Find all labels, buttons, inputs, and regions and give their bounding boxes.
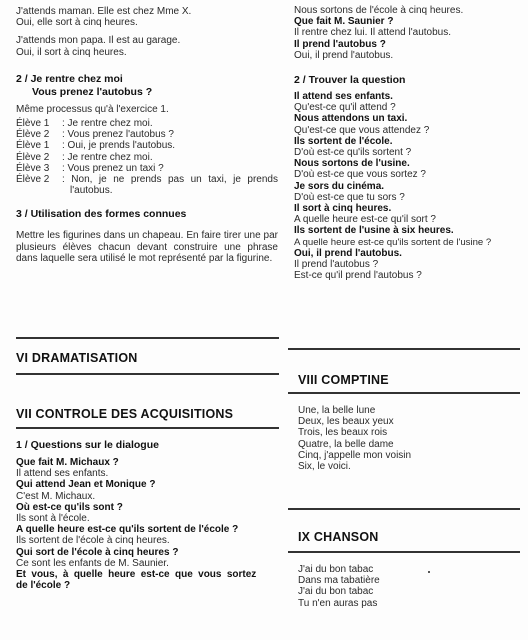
part-7-title: VII CONTROLE DES ACQUISITIONS	[16, 407, 234, 421]
section-3-paragraph: Mettre les figurines dans un chapeau. En faire tirer une par plusieurs élèves chacun devant construire une phrase dans laquelle sera utilisé le mot représenté par la figurine.	[16, 230, 278, 265]
song-line: J'ai du bon tabac	[298, 564, 374, 575]
poem-line: Six, le voici.	[298, 461, 351, 473]
speaker: Élève 1	[16, 118, 50, 130]
speaker: Élève 2	[16, 151, 50, 163]
speaker: Élève 3	[16, 162, 50, 174]
rule-part-9-bottom	[288, 551, 520, 553]
exchange-row	[16, 140, 278, 151]
question: D'où est-ce que tu sors ?	[294, 191, 405, 203]
statement: Il sort à cinq heures.	[294, 203, 392, 215]
part-7-content	[16, 439, 284, 591]
section-2-subtitle: Vous prenez l'autobus ?	[32, 85, 153, 98]
poem-line: Cinq, j'appelle mon voisin	[298, 449, 412, 461]
rule-part-6	[16, 337, 279, 339]
question: Il prend l'autobus ?	[294, 259, 379, 271]
right-column	[294, 0, 520, 281]
utterance: : Je rentre chez moi.	[62, 118, 153, 130]
section-2-intro: Même processus qu'à l'exercice 1.	[16, 103, 169, 115]
answer: Ils sortent de l'école à cinq heures.	[16, 535, 170, 547]
statement: Nous attendons un taxi.	[294, 113, 408, 125]
intro-line: J'attends maman. Elle est chez Mme X.	[16, 6, 192, 17]
utterance: : Non, je ne prends pas un taxi, je prends l'autobus.	[62, 174, 278, 197]
statement: Il attend ses enfants.	[294, 91, 393, 103]
rule-part-7	[16, 427, 279, 429]
speaker: Élève 2	[16, 174, 50, 186]
question: Qu'est-ce qu'il attend ?	[294, 102, 396, 114]
part-7-subtitle: 1 / Questions sur le dialogue	[16, 439, 159, 451]
answer: C'est M. Michaux.	[16, 490, 96, 502]
poem-line: Une, la belle lune	[298, 405, 376, 416]
chanson	[298, 564, 518, 609]
exchange-row	[16, 152, 278, 163]
intro-line: Oui, il sort à cinq heures.	[16, 46, 127, 58]
answer: Il rentre chez lui. Il attend l'autobus.	[294, 27, 451, 39]
song-line: J'ai du bon tabac	[298, 586, 374, 598]
utterance: : Vous prenez l'autobus ?	[62, 129, 174, 141]
trouver-title: 2 / Trouver la question	[294, 74, 406, 87]
exchange-row	[16, 174, 278, 196]
song-line: Tu n'en auras pas	[298, 597, 378, 609]
intro-line: Oui, elle sort à cinq heures.	[16, 17, 138, 29]
section-3-title: 3 / Utilisation des formes connues	[16, 208, 187, 221]
exchange-row	[16, 163, 278, 174]
question: de l'école ?	[16, 580, 71, 592]
rule-part-6-bottom	[16, 373, 279, 375]
left-column	[16, 0, 278, 265]
part-6-title: VI DRAMATISATION	[16, 351, 138, 365]
question: Et vous, à quelle heure est-ce que vous sortez	[16, 569, 257, 581]
rule-part-8-bottom	[288, 392, 520, 394]
question: Qui attend Jean et Monique ?	[16, 479, 156, 491]
statement: Nous sortons de l'usine.	[294, 158, 410, 170]
question: Que fait M. Michaux ?	[16, 457, 119, 468]
answer: Ce sont les enfants de M. Saunier.	[16, 557, 169, 569]
question: A quelle heure est-ce qu'il sort ?	[294, 214, 436, 226]
question: D'où est-ce qu'ils sortent ?	[294, 147, 412, 159]
question: D'où est-ce que vous sortez ?	[294, 169, 426, 181]
statement: Ils sortent de l'école.	[294, 135, 393, 147]
answer: Oui, il prend l'autobus.	[294, 49, 394, 61]
rule-part-9	[288, 508, 520, 510]
comptine	[298, 405, 518, 472]
question: Que fait M. Saunier ?	[294, 16, 394, 28]
question: Qu'est-ce que vous attendez ?	[294, 124, 430, 136]
statement: Ils sortent de l'usine à six heures.	[294, 225, 454, 237]
speaker: Élève 1	[16, 140, 50, 152]
poem-line: Quatre, la belle dame	[298, 438, 394, 450]
speaker: Élève 2	[16, 129, 50, 141]
question: A quelle heure est-ce qu'ils sortent de l'usine ?	[294, 236, 492, 248]
song-line: Dans ma tabatière	[298, 575, 380, 587]
intro-line: J'attends mon papa. Il est au garage.	[16, 35, 181, 47]
statement: Oui, il prend l'autobus.	[294, 247, 402, 259]
speck	[428, 571, 430, 573]
rule-part-8	[288, 348, 520, 350]
question: Est-ce qu'il prend l'autobus ?	[294, 270, 422, 282]
utterance: : Oui, je prends l'autobus.	[62, 140, 176, 152]
answer: Il attend ses enfants.	[16, 468, 109, 480]
question: Où est-ce qu'ils sont ?	[16, 501, 123, 513]
line: Nous sortons de l'école à cinq heures.	[294, 5, 464, 16]
poem-line: Trois, les beaux rois	[298, 427, 388, 439]
question: Il prend l'autobus ?	[294, 38, 386, 50]
utterance: : Vous prenez un taxi ?	[62, 162, 164, 174]
question: Qui sort de l'école à cinq heures ?	[16, 546, 179, 558]
question: A quelle heure est-ce qu'ils sortent de l'école ?	[16, 524, 239, 536]
part-9-title: IX CHANSON	[298, 530, 379, 544]
section-2-title: 2 / Je rentre chez moi	[16, 72, 123, 85]
part-8-title: VIII COMPTINE	[298, 373, 389, 387]
poem-line: Deux, les beaux yeux	[298, 416, 394, 428]
utterance: : Je rentre chez moi.	[62, 151, 153, 163]
statement: Je sors du cinéma.	[294, 180, 385, 192]
answer: Ils sont à l'école.	[16, 513, 90, 525]
exchange-row	[16, 129, 278, 140]
exchange-row	[16, 118, 278, 129]
